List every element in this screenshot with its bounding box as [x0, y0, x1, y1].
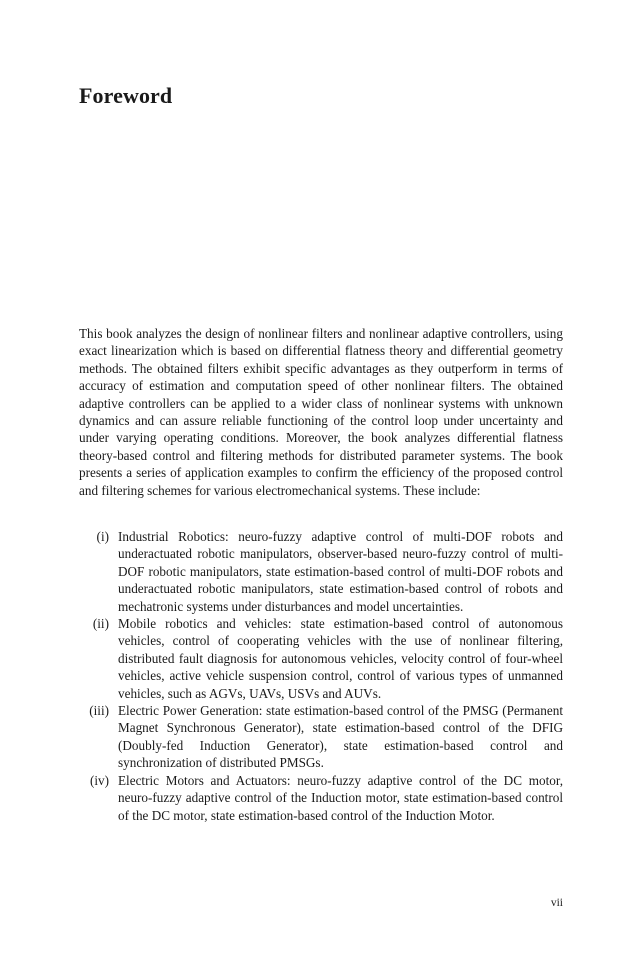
application-list	[79, 528, 563, 824]
list-marker: (iii)	[89, 703, 109, 719]
list-item	[79, 615, 563, 702]
list-item-text: Electric Motors and Actuators: neuro-fuzzy adaptive control of the DC motor, neuro-fuzzy adaptive control of the Induction motor, state estimation-based control of the DC motor, state estimation-based control of the Induction Motor.	[118, 772, 563, 823]
list-item-text: Mobile robotics and vehicles: state estimation-based control of autonomous vehicles, control of cooperating vehicles with the use of nonlinear filtering, distributed fault diagnosis for autonomous vehicles, velocity control of four-wheel vehicles, active vehicle suspension control, control of various types of unmanned vehicles, such as AGVs, UAVs, USVs and AUVs.	[118, 616, 563, 701]
list-item	[79, 702, 563, 772]
list-marker: (i)	[96, 529, 109, 544]
list-item-text: Industrial Robotics: neuro-fuzzy adaptive control of multi-DOF robots and underactuated robotic manipulators, observer-based neuro-fuzzy control of multi-DOF robotic manipulators, state estimation-based control of multi-DOF robots and underactuated robotic manipulators, state estimation-based control of robots and mechatronic systems under disturbances and model uncertainties.	[118, 529, 563, 614]
page-number: vii	[550, 897, 563, 909]
page-title: Foreword	[79, 83, 173, 108]
list-marker: (ii)	[92, 616, 109, 632]
intro-paragraph: This book analyzes the design of nonlinear filters and nonlinear adaptive controllers, using exact linearization which is based on differential flatness theory and differential geometry methods. The obtained filters exhibit specific advantages as they outperform in terms of accuracy of estimation and computation speed of other nonlinear filters. The obtained adaptive controllers can be applied to a wider class of nonlinear systems with unknown dynamics and can assure reliable functioning of the control loop under uncertainty and under varying operating conditions. Moreover, the book analyzes differential flatness theory-based control and filtering methods for distributed parameter systems. The book presents a series of application examples to confirm the efficiency of the proposed control and filtering schemes for various electromechanical systems. These include:	[79, 326, 563, 498]
list-item	[79, 528, 563, 615]
list-marker: (iv)	[89, 772, 109, 788]
list-item-text: Electric Power Generation: state estimation-based control of the PMSG (Permanent Magnet Synchronous Generator), state estimation-based control of the DFIG (Doubly-fed Induction Generator), state estimation-based control and synchronization of distributed PMSGs.	[118, 703, 563, 771]
list-item	[79, 772, 563, 824]
